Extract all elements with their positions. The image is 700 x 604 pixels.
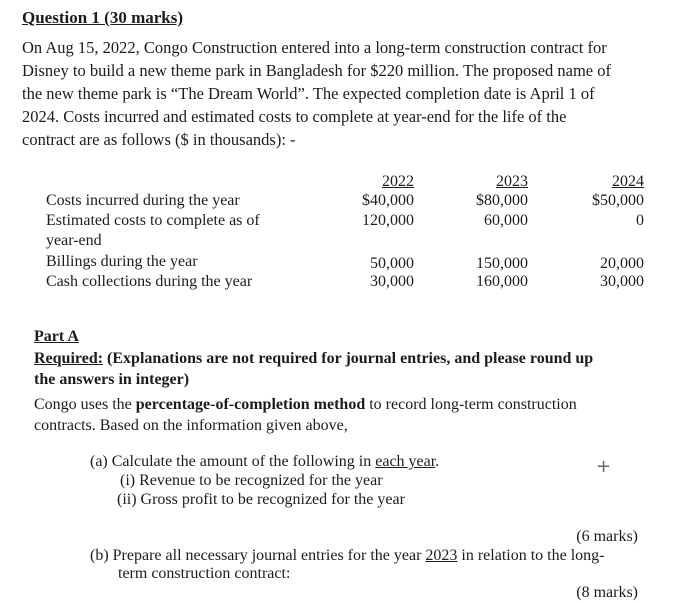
cell-value: 20,000	[600, 255, 644, 272]
cell-value: 30,000	[370, 273, 414, 290]
row-label-costs-incurred: Costs incurred during the year	[46, 192, 240, 209]
row-label-billings: Billings during the year	[46, 253, 198, 270]
question-a-post: .	[435, 453, 440, 470]
required-label: Required:	[34, 350, 104, 367]
year-header-2024: 2024	[612, 173, 644, 190]
intro-line: contract are as follows ($ in thousands): -	[22, 130, 296, 149]
cell-value: $40,000	[362, 192, 414, 209]
cell-value: 30,000	[600, 273, 644, 290]
method-description	[34, 394, 654, 436]
question-intro	[22, 36, 672, 151]
question-a	[90, 452, 439, 472]
body-post: to record long-term construction	[365, 396, 577, 413]
question-b-pre: (b) Prepare all necessary journal entries for the year	[90, 547, 426, 564]
intro-line: On Aug 15, 2022, Congo Construction entered into a long-term construction contract for	[22, 38, 607, 57]
question-b	[90, 546, 604, 566]
question-a-ii: (ii) Gross profit to be recognized for the year	[117, 491, 405, 508]
marks-b: (8 marks)	[576, 584, 638, 601]
cell-value: 150,000	[476, 255, 528, 272]
row-label-estimated-costs: Estimated costs to complete as of	[46, 212, 260, 229]
intro-line: 2024. Costs incurred and estimated costs to complete at year-end for the life of the	[22, 107, 567, 126]
question-b-cont: term construction contract:	[118, 565, 291, 582]
year-header-2023: 2023	[496, 173, 528, 190]
question-a-pre: (a) Calculate the amount of the following in	[90, 453, 376, 470]
cell-value: 50,000	[370, 255, 414, 272]
body-line2: contracts. Based on the information given above,	[34, 417, 348, 434]
cell-value: 0	[636, 212, 644, 229]
required-instructions	[34, 348, 654, 390]
cell-value: 120,000	[362, 212, 414, 229]
part-a-heading: Part A	[34, 328, 79, 345]
method-name: percentage-of-completion method	[135, 396, 366, 413]
cell-value: 60,000	[484, 212, 528, 229]
each-year-underlined: each year	[375, 453, 436, 470]
question-title: Question 1 (30 marks)	[22, 8, 184, 27]
required-text: (Explanations are not required for journal entries, and please round up	[103, 350, 594, 367]
intro-line: the new theme park is “The Dream World”. The expected completion date is April 1 of	[22, 84, 595, 103]
body-pre: Congo uses the	[34, 396, 136, 413]
row-label-estimated-costs-cont: year-end	[46, 232, 102, 249]
row-label-cash-collections: Cash collections during the year	[46, 273, 253, 290]
marks-a: (6 marks)	[576, 528, 638, 545]
year-2023-underlined: 2023	[425, 547, 458, 564]
intro-line: Disney to build a new theme park in Bangladesh for $220 million. The proposed name of	[22, 61, 611, 80]
year-header-2022: 2022	[382, 173, 414, 190]
plus-icon: +	[596, 456, 612, 477]
question-a-i: (i) Revenue to be recognized for the year	[120, 472, 383, 489]
cell-value: 160,000	[476, 273, 528, 290]
question-b-post: in relation to the long-	[457, 547, 605, 564]
cell-value: $80,000	[476, 192, 528, 209]
cell-value: $50,000	[592, 192, 644, 209]
required-text-cont: the answers in integer)	[34, 371, 190, 388]
